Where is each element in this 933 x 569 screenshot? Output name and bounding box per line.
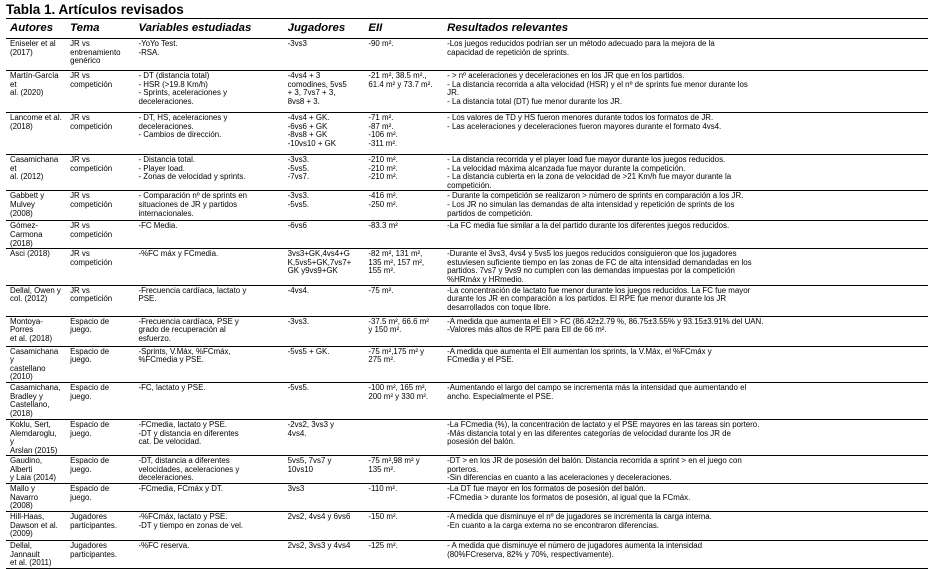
cell-eii: -75 m²,98 m² y 135 m². [364,456,443,484]
table-row [6,382,928,419]
cell-autores: Martín-García et al. (2020) [6,71,66,113]
cell-variables: -YoYo Test. -RSA. [134,39,283,71]
cell-jugadores: 2vs2, 3vs3 y 4vs4 [284,541,365,569]
cell-tema: JR vs competición [66,191,134,221]
cell-eii: -210 m². -210 m². -210 m². [364,155,443,191]
header-eii: EII [364,19,443,39]
cell-resultados: -A medida que aumenta el EII aumentan los sprints, la V.Máx, el %FCmáx y FCmedia y el PSE. [443,346,928,382]
cell-variables: -Frecuencia cardíaca, PSE y grado de recuperación al esfuerzo. [134,316,283,346]
cell-jugadores: -4vs4 + GK. -6vs6 + GK -8vs8 + GK -10vs10 + GK [284,113,365,155]
cell-eii: -125 m². [364,541,443,569]
table-row [6,541,928,569]
table-row [6,512,928,541]
cell-variables: - Comparación nº de sprints en situaciones de JR y partidos internacionales. [134,191,283,221]
cell-resultados: -A medida que aumenta el EII > FC (86.42±2.79 %, 86.75±3.55% y 93.15±3.91% del UAN. -Valores más altos de RPE para EII de 66 m². [443,316,928,346]
cell-jugadores: -2vs2, 3vs3 y 4vs4. [284,419,365,455]
table-row [6,39,928,71]
cell-variables: -FCmedia, FCmáx y DT. [134,484,283,512]
cell-jugadores: -3vs3. [284,316,365,346]
cell-autores: Montoya-Porres et al. (2018) [6,316,66,346]
cell-variables: - DT (distancia total) - HSR (>19.8 Km/h) - Sprints, aceleraciones y deceleraciones. [134,71,283,113]
table-row [6,155,928,191]
cell-resultados: - A medida que disminuye el número de jugadores aumenta la intensidad (80%FCreserva, 82% y 70%, respectivamente). [443,541,928,569]
cell-jugadores: 2vs2, 4vs4 y 6vs6 [284,512,365,541]
cell-autores: Eniseler et al (2017) [6,39,66,71]
cell-variables: -FCmedia, lactato y PSE. -DT y distancia en diferentes cat. De velocidad. [134,419,283,455]
cell-resultados: -La DT fue mayor en los formatos de posesión del balón. -FCmedia > durante los formatos de posesión, al igual que la FCmáx. [443,484,928,512]
table-row [6,484,928,512]
cell-resultados: - La distancia recorrida y el player load fue mayor durante los juegos reducidos. - La velocidad máxima alcanzada fue mayor durante la competición. - La distancia cubierta en la zona de velocidad de >21 Km/h fue mayor durante la competición. [443,155,928,191]
cell-jugadores: 3vs3+GK,4vs4+G K,5vs5+GK,7vs7+ GK y9vs9+GK [284,249,365,285]
cell-resultados: -La FCmedia (%), la concentración de lactato y el PSE mayores en las tareas sin portero. -Más distancia total y en las diferentes categorías de velocidad durante los JR de posesión del balón. [443,419,928,455]
table-row [6,316,928,346]
table-row [6,221,928,249]
cell-variables: -Frecuencia cardíaca, lactato y PSE. [134,285,283,316]
header-variables: Variables estudiadas [134,19,283,39]
cell-resultados: -Los juegos reducidos podrían ser un método adecuado para la mejora de la capacidad de repetición de sprints. [443,39,928,71]
cell-variables: -DT, distancia a diferentes velocidades, aceleraciones y deceleraciones. [134,456,283,484]
cell-variables: -%FC reserva. [134,541,283,569]
cell-eii: -75 m². [364,285,443,316]
cell-eii: -83.3 m² [364,221,443,249]
document-page [6,2,928,569]
header-jugadores: Jugadores [284,19,365,39]
cell-eii: -37.5 m², 66.6 m² y 150 m². [364,316,443,346]
cell-tema: Espacio de juego. [66,419,134,455]
table-row [6,456,928,484]
cell-jugadores: -4vs4 + 3 comodines, 5vs5 + 3, 7vs7 + 3, 8vs8 + 3. [284,71,365,113]
header-row [6,19,928,39]
cell-variables: -%FCmáx, lactato y PSE. -DT y tiempo en zonas de vel. [134,512,283,541]
cell-autores: Dellal, Owen y col. (2012) [6,285,66,316]
cell-autores: Gaudino, Alberti y Laia (2014) [6,456,66,484]
cell-tema: Jugadores participantes. [66,541,134,569]
cell-jugadores: -4vs4. [284,285,365,316]
cell-eii: -75 m²,175 m² y 275 m². [364,346,443,382]
cell-autores: Hill-Haas, Dawson et al. (2009) [6,512,66,541]
cell-variables: -FC, lactato y PSE. [134,382,283,419]
cell-tema: Espacio de juego. [66,316,134,346]
cell-tema: Espacio de juego. [66,456,134,484]
cell-tema: JR vs competición [66,71,134,113]
table-title: Tabla 1. Artículos revisados [6,2,184,17]
cell-autores: Gómez-Carmona (2018) [6,221,66,249]
cell-resultados: -Durante el 3vs3, 4vs4 y 5vs5 los juegos reducidos consiguieron que los jugadores estuviesen suficiente tiempo en las zonas de FC de alta intensidad demandadas en los partidos. 7vs7 y 9vs9 no cumplen con las demandas impuestas por la competición %HRmáx y HRmedio. [443,249,928,285]
cell-variables: -FC Media. [134,221,283,249]
cell-tema: JR vs competición [66,285,134,316]
cell-autores: Koklu, Sert, Alemdaroglu, y Arslan (2015) [6,419,66,455]
cell-resultados: - > nº aceleraciones y deceleraciones en los JR que en los partidos. - La distancia recorrida a alta velocidad (HSR) y el nº de sprints fue menor durante los JR. - La distancia total (DT) fue menor durante los JR. [443,71,928,113]
cell-resultados: -A medida que disminuye el nº de jugadores se incrementa la carga interna. -En cuanto a la carga externa no se encontraron diferencias. [443,512,928,541]
cell-tema: JR vs entrenamiento genérico [66,39,134,71]
cell-autores: Dellal, Jannault et al. (2011) [6,541,66,569]
table-row [6,285,928,316]
cell-resultados: -La FC media fue similar a la del partido durante los diferentes juegos reducidos. [443,221,928,249]
cell-jugadores: 5vs5, 7vs7 y 10vs10 [284,456,365,484]
cell-variables: -%FC máx y FCmedia. [134,249,283,285]
cell-tema: JR vs competición [66,249,134,285]
cell-autores: Mallo y Navarro (2008) [6,484,66,512]
cell-autores: Casamichana et al. (2012) [6,155,66,191]
cell-jugadores: 3vs3 [284,484,365,512]
cell-tema: Jugadores participantes. [66,512,134,541]
header-resultados: Resultados relevantes [443,19,928,39]
table-row [6,419,928,455]
table-row [6,71,928,113]
cell-jugadores: -6vs6 [284,221,365,249]
cell-jugadores: -3vs3 [284,39,365,71]
articles-table [6,18,928,569]
cell-tema: Espacio de juego. [66,484,134,512]
cell-eii: -416 m². -250 m². [364,191,443,221]
header-autores: Autores [6,19,66,39]
cell-eii: -82 m², 131 m², 135 m², 157 m², 155 m². [364,249,443,285]
cell-resultados: - Durante la competición se realizaron > número de sprints en comparación a los JR. - Los JR no simulan las demandas de alta intensidad y repetición de sprints de los partidos de competición. [443,191,928,221]
table-row [6,191,928,221]
cell-variables: - Distancia total. - Player load. - Zonas de velocidad y sprints. [134,155,283,191]
cell-autores: Casamichana y castellano (2010) [6,346,66,382]
cell-autores: Lancome et al. (2018) [6,113,66,155]
cell-resultados: -La concentración de lactato fue menor durante los juegos reducidos. La FC fue mayor durante los JR en comparación a los partidos. El RPE fue menor durante los JR desarrollados con toque libre. [443,285,928,316]
cell-jugadores: -5vs5. [284,382,365,419]
cell-jugadores: -5vs5 + GK. [284,346,365,382]
cell-eii [364,419,443,455]
cell-jugadores: -3vs3. -5vs5. [284,191,365,221]
cell-autores: Casamichana, Bradley y Castellano, (2018) [6,382,66,419]
cell-variables: - DT, HS, aceleraciones y deceleraciones. - Cambios de dirección. [134,113,283,155]
cell-tema: Espacio de juego. [66,382,134,419]
cell-resultados: -DT > en los JR de posesión del balón. Distancia recorrida a sprint > en el juego con porteros. -Sin diferencias en cuanto a las aceleraciones y deceleraciones. [443,456,928,484]
table-row [6,113,928,155]
cell-resultados: -Aumentando el largo del campo se incrementa más la intensidad que aumentando el ancho. Especialmente el PSE. [443,382,928,419]
cell-tema: JR vs competición [66,155,134,191]
cell-tema: JR vs competición [66,113,134,155]
cell-eii: -150 m². [364,512,443,541]
table-row [6,249,928,285]
cell-eii: -71 m². -87 m². -106 m². -311 m². [364,113,443,155]
cell-variables: -Sprints, V.Máx, %FCmáx, %FCmedia y PSE. [134,346,283,382]
cell-eii: -100 m², 165 m², 200 m² y 330 m². [364,382,443,419]
cell-tema: JR vs competición [66,221,134,249]
cell-tema: Espacio de juego. [66,346,134,382]
cell-jugadores: -3vs3. -5vs5. -7vs7. [284,155,365,191]
header-tema: Tema [66,19,134,39]
cell-autores: Asci (2018) [6,249,66,285]
cell-eii: -110 m². [364,484,443,512]
cell-resultados: - Los valores de TD y HS fueron menores durante todos los formatos de JR. - Las aceleraciones y deceleraciones fueron mayores durante el formato 4vs4. [443,113,928,155]
table-row [6,346,928,382]
table-body [6,39,928,569]
cell-eii: -90 m². [364,39,443,71]
cell-autores: Gabbett y Mulvey (2008) [6,191,66,221]
cell-eii: -21 m², 38.5 m²., 61.4 m² y 73.7 m². [364,71,443,113]
